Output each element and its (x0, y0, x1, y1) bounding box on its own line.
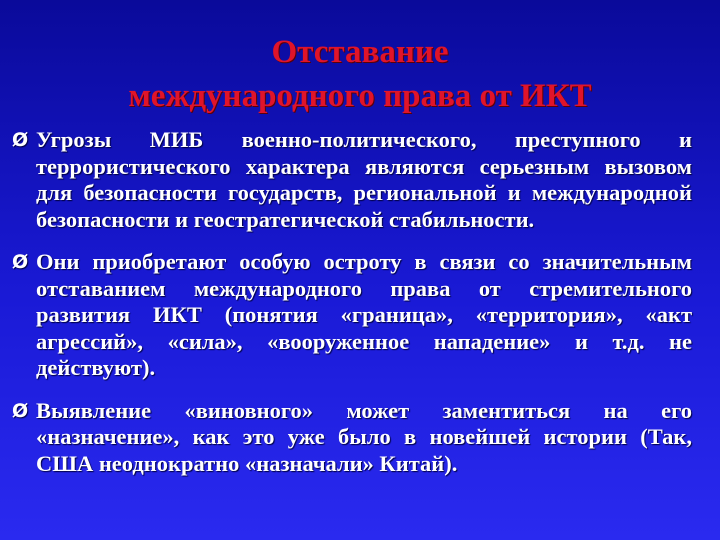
arrow-bullet-icon: Ø (12, 129, 29, 151)
arrow-bullet-icon: Ø (12, 399, 29, 422)
bullet-item (12, 398, 692, 478)
arrow-bullet-icon: Ø (12, 251, 29, 273)
bullet-item (12, 249, 692, 382)
bullet-list (12, 127, 692, 493)
bullet-text: Угрозы МИБ военно-политического, преступного и террористического характера являются серьезным вызовом для безопасности государств, региональной и международной безопасности и геостратегической стабильности. (36, 127, 692, 232)
bullet-item (12, 127, 692, 233)
bullet-text: Выявление «виновного» может заментиться на его «назначение», как это уже было в новейшей истории (Так, США неоднократно «назначали» Китай). (36, 397, 692, 476)
title-line-1: Отставание (271, 34, 449, 70)
title-line-2: международного права от ИКТ (128, 78, 592, 114)
slide-title (0, 30, 720, 118)
bullet-text: Они приобретают особую остроту в связи со значительным отставанием международного права от стремительного развития ИКТ (понятия «граница», «территория», «акт агрессий», «сила», «вооруженное нападение» и т.д. не действуют). (36, 249, 692, 380)
